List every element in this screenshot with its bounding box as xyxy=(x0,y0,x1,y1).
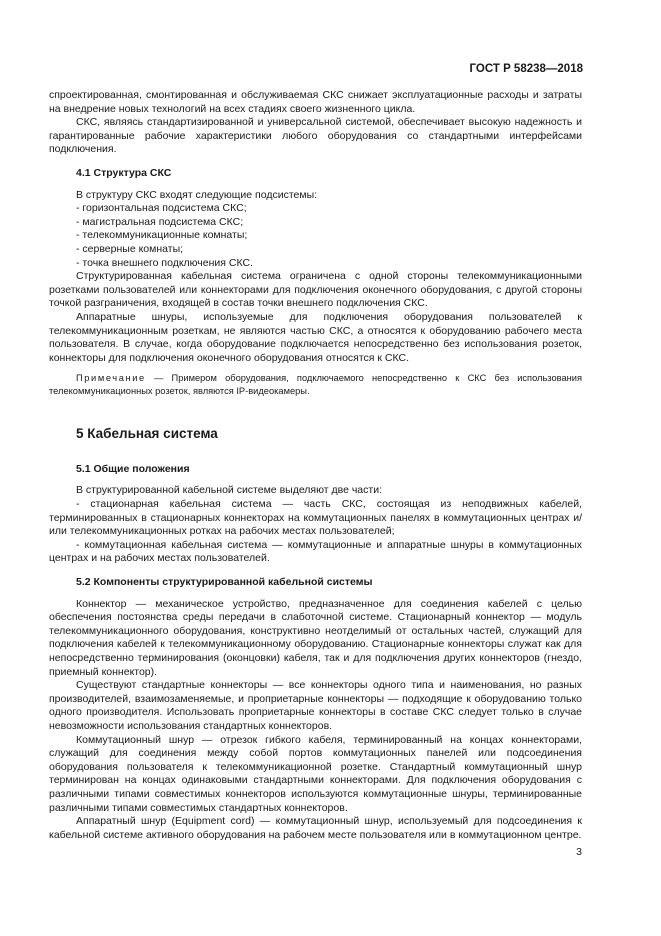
note-label: Примечание xyxy=(76,373,146,384)
document-code: ГОСТ Р 58238—2018 xyxy=(469,63,583,75)
section-5-1-item-2: - коммутационная кабельная система — коммутационные и аппаратные шнуры в коммутационных центрах и на рабочих местах пользователей. xyxy=(49,538,582,565)
section-5-2-paragraph-4: Аппаратный шнур (Equipment cord) — коммутационный шнур, используемый для подсоединения к кабельной системе активного оборудования на рабочем месте пользователя или в коммутационном центре. xyxy=(49,815,582,841)
page-content xyxy=(49,89,582,842)
section-5-heading: 5 Кабельная система xyxy=(76,426,218,442)
intro-paragraph-2: СКС, являясь стандартизированной и универсальной системой, обеспечивает высокую надежность и гарантированные рабочие характеристики любого оборудования со стандартными интерфейсами подключения. xyxy=(49,116,582,156)
section-5-1-lead: В структурированной кабельной системе выделяют две части: xyxy=(76,484,382,497)
note-text: — Примером оборудования, подключаемого непосредственно к СКС без использования телекоммуникационных розеток, являются IP-видеокамеры. xyxy=(49,373,582,396)
section-5-2-paragraph-3: Коммутационный шнур — отрезок гибкого кабеля, терминированный на концах коннекторами, служащий для соединения между собой портов коммутационных панелей или подсоединения оборудования пользователя к телекоммуникационной розетке. Стандартный коммутационный шнур терминирован на концах одинаковыми стандартными коннекторами. Для подключения оборудования с различными типами совместимых коннекторов используются коммутационные шнуры, терминированные различными типами совместимых стандартных коннекторов. xyxy=(49,733,582,814)
section-5-2-paragraph-1: Коннектор — механическое устройство, предназначенное для соединения кабелей с целью обеспечения постоянства среды передачи в слаботочной системе. Стационарный коннектор — модуль телекоммуникационного оборудования, конструктивно неотделимый от остальных частей, служащий для подключения кабелей к телекоммуникационному оборудованию. Стационарные коннекторы служат как для непосредственно терминирования (оконцовки) кабеля, так и для подключения других коннекторов (гнездо, приемный коннектор). xyxy=(49,597,582,678)
section-5-2-heading: 5.2 Компоненты структурированной кабельной системы xyxy=(76,576,373,589)
section-4-1-paragraph-2: Аппаратные шнуры, используемые для подключения оборудования пользователей к телекоммуникационным розеткам, не являются частью СКС, а относятся к оборудованию рабочего места пользователя. В случае, когда оборудование подключается непосредственно без использования розеток, коннекторы для подключения оконечного оборудования относятся к СКС. xyxy=(49,310,582,364)
section-4-1-lead: В структуру СКС входят следующие подсистемы: xyxy=(76,188,318,201)
section-5-1-item-1: - стационарная кабельная система — часть СКС, состоящая из неподвижных кабелей, терминированных в стационарных коннекторах на коммутационных панелях в коммутационных центрах и/или телекоммуникационных ротках на рабочих местах пользователей; xyxy=(49,498,582,538)
section-5-1-heading: 5.1 Общие положения xyxy=(76,462,190,475)
subsystem-list-item: - серверные комнаты; xyxy=(76,242,184,255)
page-number: 3 xyxy=(576,846,582,858)
section-4-1-heading: 4.1 Структура СКС xyxy=(76,166,172,179)
subsystem-list-item: - точка внешнего подключения СКС. xyxy=(76,256,253,269)
subsystem-list-item: - магистральная подсистема СКС; xyxy=(76,215,244,228)
subsystem-list-item: - горизонтальная подсистема СКС; xyxy=(76,202,247,215)
intro-paragraph-1: спроектированная, смонтированная и обслуживаемая СКС снижает эксплуатационные расходы и затраты на внедрение новых технологий на всех стадиях своего жизненного цикла. xyxy=(49,89,582,115)
section-4-1-paragraph-1: Структурированная кабельная система ограничена с одной стороны телекоммуникационными розетками пользователей или коннекторами для подключения оконечного оборудования, с другой стороны точкой разграничения, входящей в состав точки внешнего подключения СКС. xyxy=(49,270,582,310)
note xyxy=(49,372,582,397)
section-5-2-paragraph-2: Существуют стандартные коннекторы — все коннекторы одного типа и наименования, но разных производителей, взаимозаменяемые, и проприетарные коннекторы — подходящие к оборудованию только одного производителя. Использовать проприетарные коннекторы в составе СКС следует только в случае невозможности использования стандартных коннекторов. xyxy=(49,679,582,732)
subsystem-list-item: - телекоммуникационные комнаты; xyxy=(76,229,248,242)
